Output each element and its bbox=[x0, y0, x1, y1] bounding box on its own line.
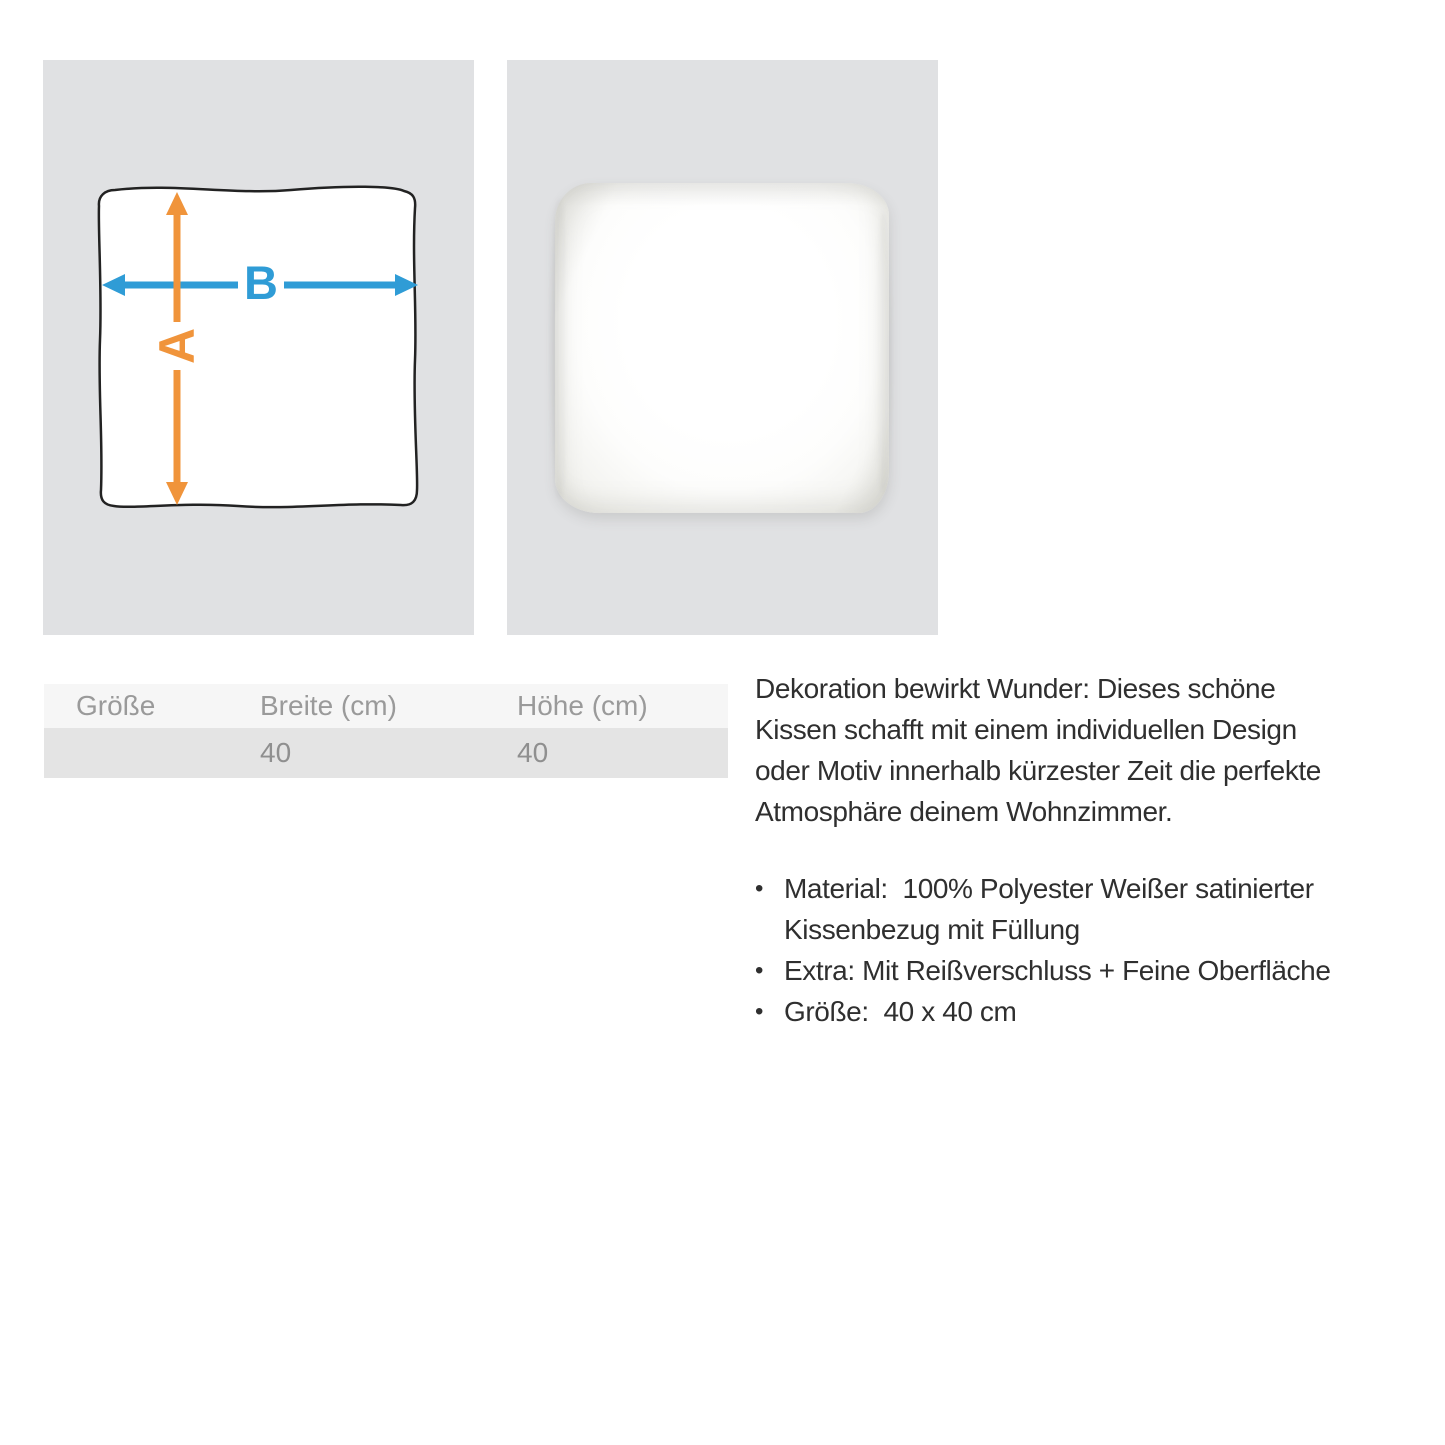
intro-line: Atmosphäre deinem Wohnzimmer. bbox=[755, 796, 1173, 827]
intro-line: Dekoration bewirkt Wunder: Dieses schöne bbox=[755, 673, 1276, 704]
feature-line: Größe: 40 x 40 cm bbox=[784, 996, 1017, 1027]
description-intro bbox=[755, 668, 1445, 832]
size-cell-hoehe: 40 bbox=[517, 737, 549, 768]
feature-line: Kissenbezug mit Füllung bbox=[784, 914, 1080, 945]
size-table bbox=[44, 684, 728, 778]
feature-list bbox=[755, 868, 1445, 1032]
bullet-dot-icon: • bbox=[755, 875, 764, 902]
product-description bbox=[755, 668, 1445, 1032]
feature-material bbox=[755, 868, 1445, 950]
bullet-dot-icon: • bbox=[755, 957, 764, 984]
feature-line: Material: 100% Polyester Weißer satinierter bbox=[784, 873, 1314, 904]
width-label: B bbox=[244, 256, 278, 309]
intro-line: Kissen schafft mit einem individuellen Design bbox=[755, 714, 1297, 745]
size-diagram-panel bbox=[43, 60, 474, 635]
size-table-header-row bbox=[44, 684, 728, 728]
size-cell-breite: 40 bbox=[260, 737, 292, 768]
size-table-header-breite: Breite (cm) bbox=[260, 690, 397, 721]
feature-extra bbox=[755, 950, 1445, 991]
intro-line: oder Motiv innerhalb kürzester Zeit die perfekte bbox=[755, 755, 1321, 786]
feature-line: Extra: Mit Reißverschluss + Feine Oberfläche bbox=[784, 955, 1331, 986]
bullet-dot-icon: • bbox=[755, 998, 764, 1025]
size-table-header-groesse: Größe bbox=[76, 690, 156, 721]
product-photo-panel bbox=[507, 60, 938, 635]
size-table-header-hoehe: Höhe (cm) bbox=[517, 690, 648, 721]
pillow-product-image bbox=[555, 183, 889, 513]
feature-groesse bbox=[755, 991, 1445, 1032]
height-label: A bbox=[149, 327, 205, 365]
pillow-outline-shape bbox=[99, 187, 417, 507]
size-diagram bbox=[43, 60, 474, 635]
size-table-row bbox=[44, 728, 728, 778]
